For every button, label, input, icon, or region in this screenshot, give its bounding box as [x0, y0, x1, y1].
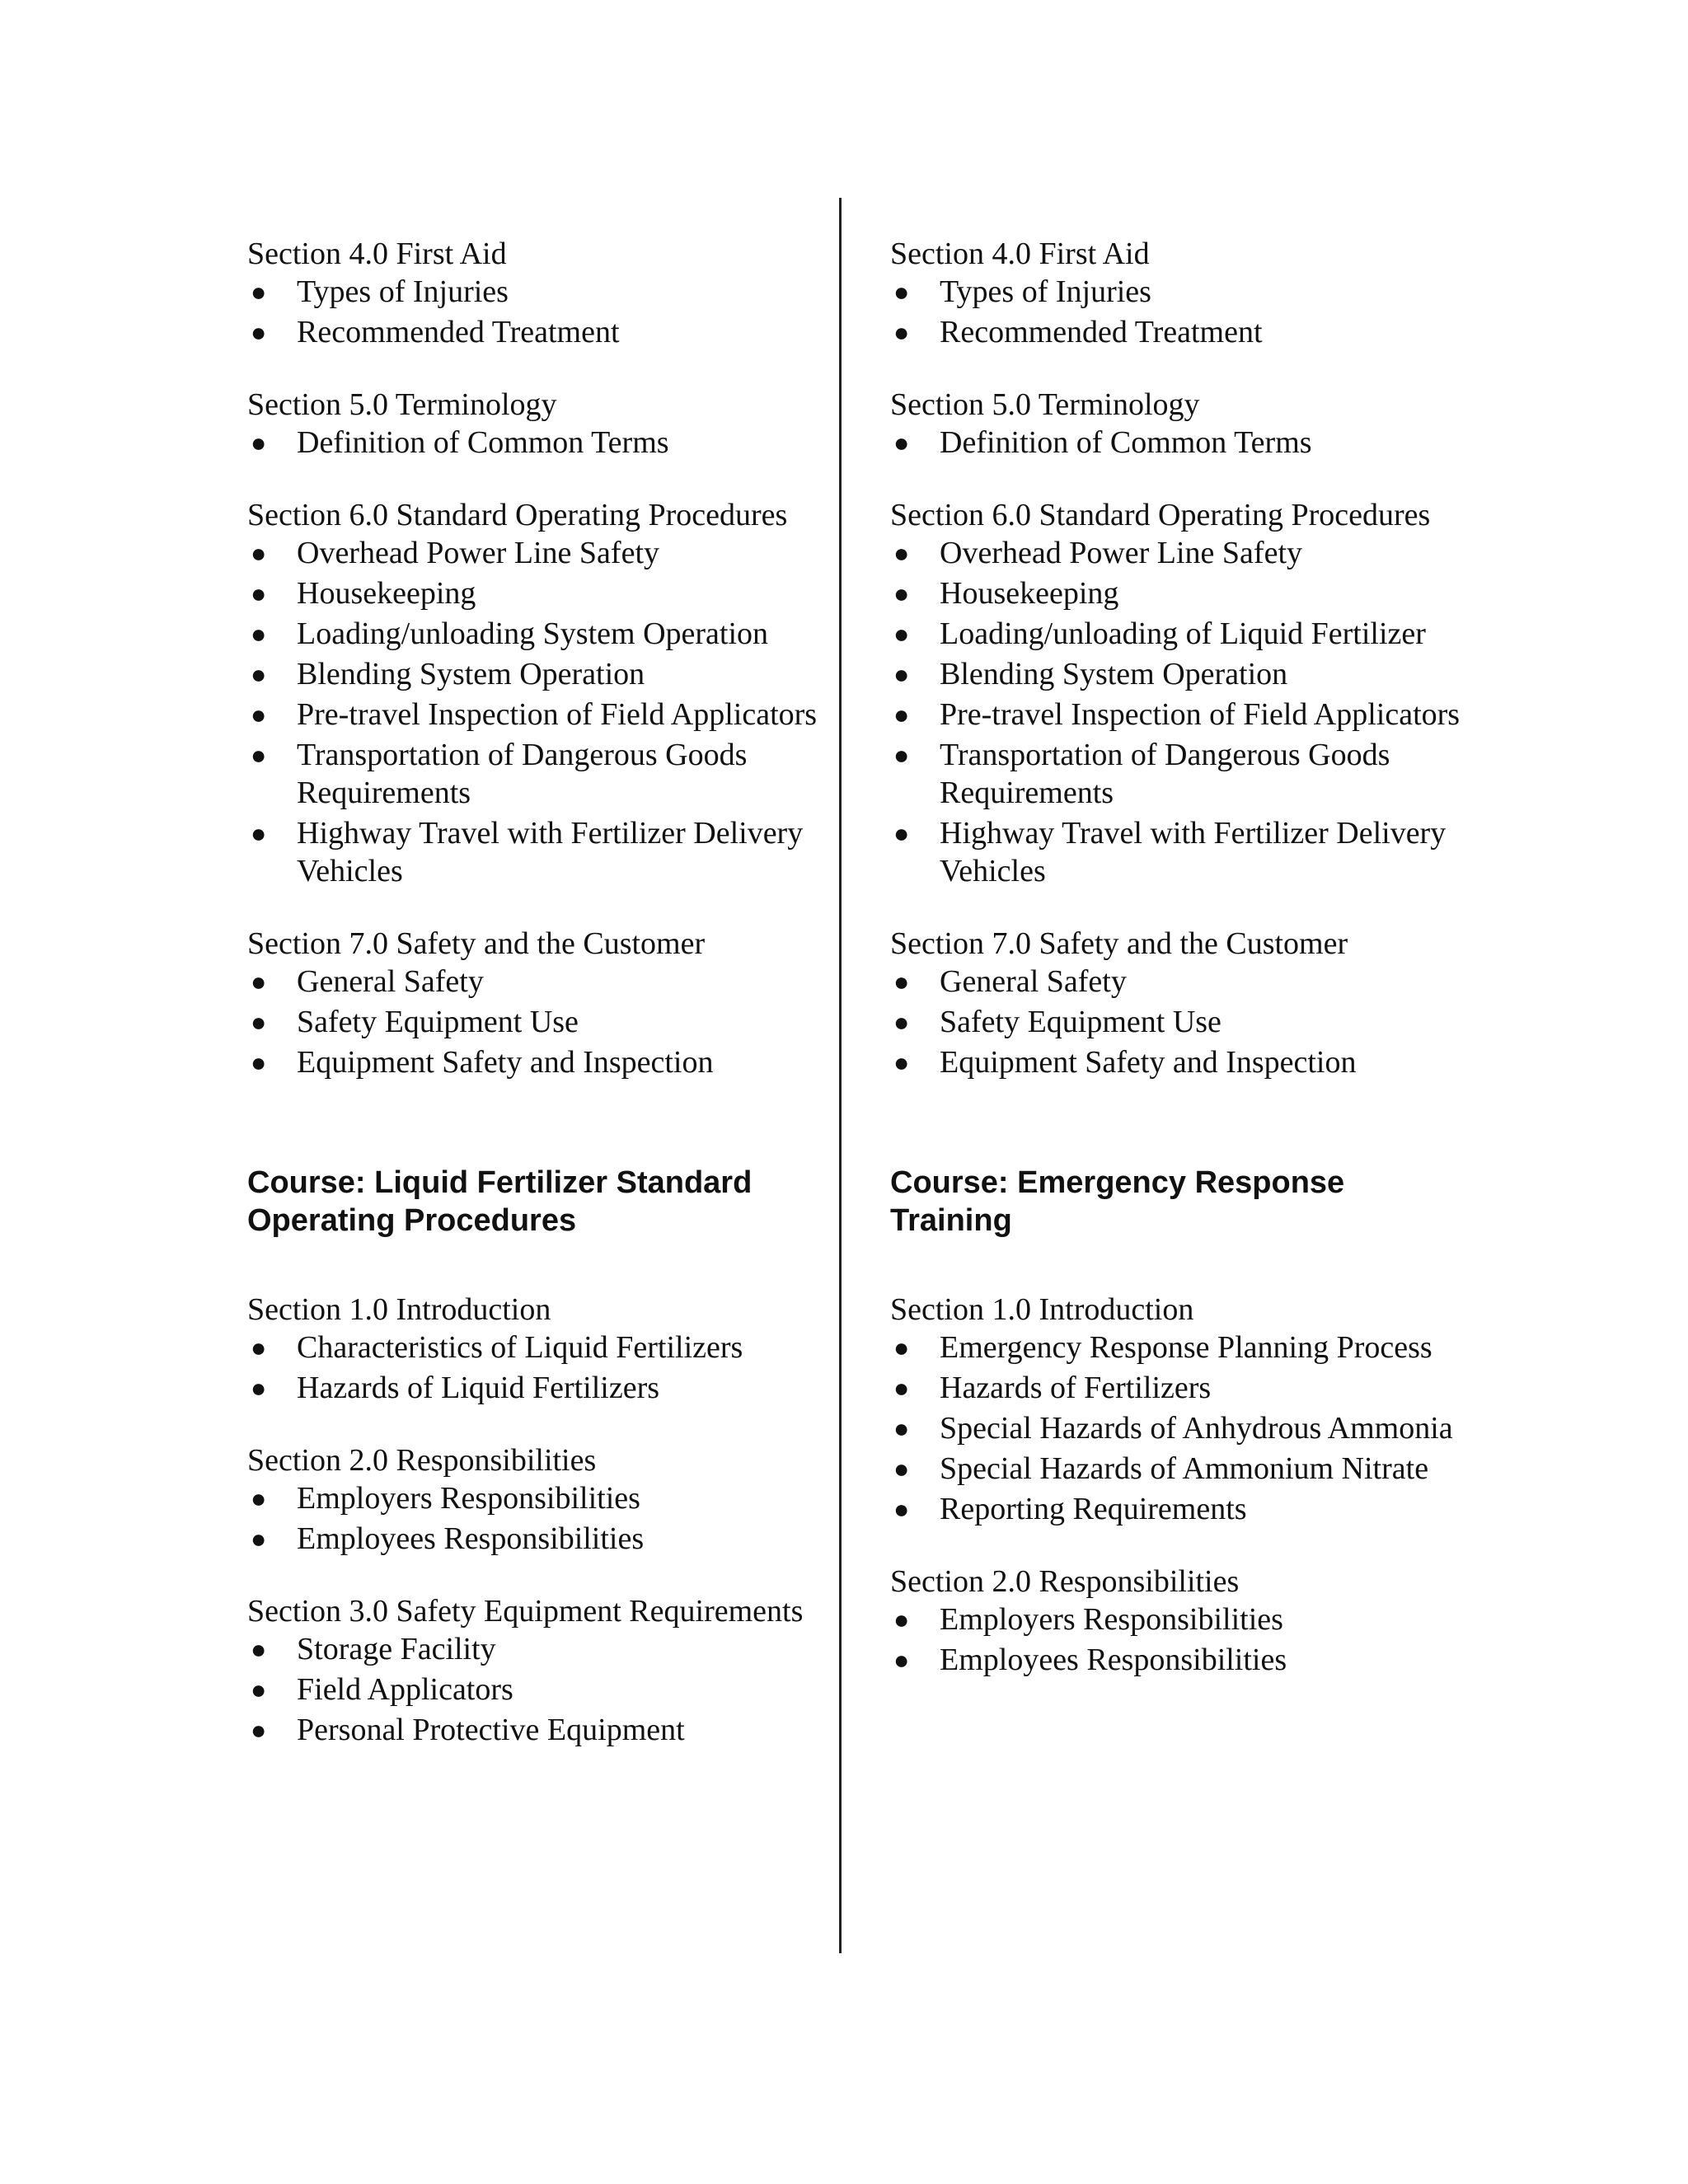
- section-item-list: [247, 1630, 824, 1749]
- bullet-icon: ●: [251, 1007, 267, 1037]
- list-item-text: Housekeeping: [940, 576, 1119, 611]
- list-item: [247, 1520, 824, 1558]
- list-item: [247, 655, 824, 693]
- list-item-text: Types of Injuries: [297, 274, 509, 309]
- list-item-text: Highway Travel with Fertilizer Delivery Vehicles: [940, 816, 1447, 888]
- outline-section: [890, 386, 1467, 462]
- list-item-text: Employees Responsibilities: [297, 1521, 645, 1556]
- list-item-text: Highway Travel with Fertilizer Delivery Vehicles: [297, 816, 804, 888]
- section-title: Section 7.0 Safety and the Customer: [890, 926, 1348, 961]
- list-item: [247, 814, 824, 890]
- right-course-block: [890, 1164, 1467, 1679]
- bullet-icon: ●: [251, 1634, 267, 1664]
- outline-section: [247, 1291, 824, 1407]
- bullet-icon: ●: [893, 277, 910, 307]
- list-item-text: Special Hazards of Anhydrous Ammonia: [940, 1411, 1453, 1446]
- list-item: [247, 1043, 824, 1081]
- list-item-text: Transportation of Dangerous Goods Requirements: [940, 738, 1390, 810]
- outline-section: [247, 925, 824, 1081]
- list-item-text: Safety Equipment Use: [940, 1005, 1221, 1039]
- list-item: [247, 1369, 824, 1407]
- bullet-icon: ●: [893, 1047, 910, 1077]
- bullet-icon: ●: [893, 967, 910, 996]
- course-title: Course: Liquid Fertilizer Standard Operating Procedures: [247, 1165, 753, 1238]
- list-item-text: Pre-travel Inspection of Field Applicators: [297, 697, 818, 732]
- list-item: [890, 1003, 1467, 1041]
- list-item-text: Loading/unloading of Liquid Fertilizer: [940, 616, 1426, 651]
- outline-section: [890, 1291, 1467, 1528]
- bullet-icon: ●: [893, 619, 910, 649]
- section-title: Section 6.0 Standard Operating Procedures: [890, 498, 1431, 532]
- bullet-icon: ●: [893, 1494, 910, 1524]
- bullet-icon: ●: [251, 1715, 267, 1745]
- list-item: [890, 1043, 1467, 1081]
- bullet-icon: ●: [893, 579, 910, 608]
- bullet-icon: ●: [893, 1413, 910, 1443]
- bullet-icon: ●: [893, 818, 910, 848]
- bullet-icon: ●: [893, 700, 910, 729]
- list-item-text: Blending System Operation: [940, 657, 1288, 691]
- list-item: [890, 615, 1467, 653]
- bullet-icon: ●: [251, 818, 267, 848]
- bullet-icon: ●: [251, 277, 267, 307]
- list-item: [890, 1369, 1467, 1407]
- bullet-icon: ●: [251, 1524, 267, 1554]
- list-item: [890, 696, 1467, 733]
- right-column: [890, 235, 1467, 1713]
- bullet-icon: ●: [251, 967, 267, 996]
- list-item: [247, 1711, 824, 1749]
- outline-section: [247, 1592, 824, 1749]
- list-item: [247, 963, 824, 1001]
- list-item-text: Employers Responsibilities: [297, 1481, 640, 1516]
- list-item-text: Transportation of Dangerous Goods Requirements: [297, 738, 748, 810]
- list-item-text: Overhead Power Line Safety: [297, 536, 660, 570]
- section-item-list: [890, 1601, 1467, 1679]
- bullet-icon: ●: [251, 1483, 267, 1513]
- section-item-list: [890, 1329, 1467, 1528]
- list-item: [247, 1479, 824, 1517]
- list-item: [890, 534, 1467, 572]
- outline-section: [247, 235, 824, 351]
- section-title: Section 2.0 Responsibilities: [890, 1564, 1240, 1599]
- outline-section: [890, 1563, 1467, 1679]
- list-item: [890, 1490, 1467, 1528]
- list-item-text: Personal Protective Equipment: [297, 1713, 685, 1747]
- list-item: [890, 1641, 1467, 1679]
- list-item-text: General Safety: [297, 964, 484, 999]
- list-item: [247, 696, 824, 733]
- list-item-text: Blending System Operation: [297, 657, 645, 691]
- list-item: [890, 963, 1467, 1001]
- right-top-sections: [890, 235, 1467, 1081]
- list-item-text: Recommended Treatment: [297, 315, 620, 349]
- bullet-icon: ●: [893, 659, 910, 689]
- bullet-icon: ●: [251, 538, 267, 568]
- bullet-icon: ●: [893, 1007, 910, 1037]
- bullet-icon: ●: [251, 317, 267, 347]
- bullet-icon: ●: [251, 1675, 267, 1704]
- list-item: [890, 574, 1467, 612]
- bullet-icon: ●: [251, 579, 267, 608]
- list-item: [247, 1671, 824, 1708]
- list-item-text: Hazards of Liquid Fertilizers: [297, 1371, 660, 1405]
- list-item: [247, 424, 824, 462]
- bullet-icon: ●: [893, 1645, 910, 1675]
- bullet-icon: ●: [893, 538, 910, 568]
- right-course-sections: [890, 1291, 1467, 1679]
- bullet-icon: ●: [251, 619, 267, 649]
- outline-section: [247, 496, 824, 890]
- list-item: [247, 1003, 824, 1041]
- list-item-text: Employees Responsibilities: [940, 1643, 1287, 1677]
- section-item-list: [890, 963, 1467, 1081]
- list-item-text: Pre-travel Inspection of Field Applicators: [940, 697, 1461, 732]
- list-item: [247, 1630, 824, 1668]
- section-title: Section 4.0 First Aid: [247, 237, 507, 271]
- list-item-text: Housekeeping: [297, 576, 476, 611]
- section-title: Section 3.0 Safety Equipment Requirements: [247, 1594, 804, 1629]
- bullet-icon: ●: [893, 428, 910, 457]
- left-course-block: [247, 1164, 824, 1749]
- bullet-icon: ●: [251, 700, 267, 729]
- bullet-icon: ●: [251, 740, 267, 770]
- section-item-list: [247, 963, 824, 1081]
- section-item-list: [247, 424, 824, 462]
- outline-section: [247, 1441, 824, 1558]
- list-item-text: Definition of Common Terms: [297, 425, 669, 460]
- outline-section: [890, 235, 1467, 351]
- list-item-text: General Safety: [940, 964, 1127, 999]
- list-item: [247, 574, 824, 612]
- list-item-text: Storage Facility: [297, 1632, 496, 1666]
- list-item-text: Types of Injuries: [940, 274, 1151, 309]
- section-item-list: [890, 534, 1467, 890]
- list-item-text: Equipment Safety and Inspection: [940, 1045, 1357, 1080]
- column-divider: [839, 198, 842, 1953]
- list-item-text: Emergency Response Planning Process: [940, 1330, 1432, 1365]
- section-item-list: [247, 534, 824, 890]
- bullet-icon: ●: [893, 317, 910, 347]
- bullet-icon: ●: [251, 1047, 267, 1077]
- bullet-icon: ●: [893, 1333, 910, 1362]
- list-item: [247, 273, 824, 311]
- list-item-text: Hazards of Fertilizers: [940, 1371, 1212, 1405]
- list-item-text: Overhead Power Line Safety: [940, 536, 1303, 570]
- course-title: Course: Emergency Response Training: [890, 1165, 1345, 1238]
- section-title: Section 2.0 Responsibilities: [247, 1443, 597, 1478]
- list-item: [890, 814, 1467, 890]
- section-title: Section 1.0 Introduction: [890, 1292, 1194, 1327]
- left-column: [247, 235, 824, 1783]
- bullet-icon: ●: [251, 659, 267, 689]
- list-item: [890, 736, 1467, 812]
- list-item: [890, 273, 1467, 311]
- bullet-icon: ●: [893, 1373, 910, 1403]
- bullet-icon: ●: [893, 1605, 910, 1634]
- list-item-text: Characteristics of Liquid Fertilizers: [297, 1330, 743, 1365]
- left-course-sections: [247, 1291, 824, 1749]
- list-item-text: Definition of Common Terms: [940, 425, 1312, 460]
- left-top-sections: [247, 235, 824, 1081]
- section-title: Section 7.0 Safety and the Customer: [247, 926, 706, 961]
- section-item-list: [247, 1479, 824, 1558]
- list-item: [890, 1409, 1467, 1447]
- list-item-text: Recommended Treatment: [940, 315, 1263, 349]
- list-item-text: Safety Equipment Use: [297, 1005, 579, 1039]
- outline-section: [247, 386, 824, 462]
- section-item-list: [890, 273, 1467, 351]
- list-item: [247, 615, 824, 653]
- bullet-icon: ●: [251, 1373, 267, 1403]
- section-item-list: [247, 273, 824, 351]
- bullet-icon: ●: [251, 428, 267, 457]
- list-item: [247, 736, 824, 812]
- list-item: [890, 655, 1467, 693]
- list-item-text: Employers Responsibilities: [940, 1602, 1283, 1637]
- list-item-text: Loading/unloading System Operation: [297, 616, 769, 651]
- section-title: Section 4.0 First Aid: [890, 237, 1150, 271]
- section-item-list: [890, 424, 1467, 462]
- outline-section: [890, 496, 1467, 890]
- section-item-list: [247, 1329, 824, 1407]
- list-item: [890, 313, 1467, 351]
- list-item: [247, 534, 824, 572]
- bullet-icon: ●: [893, 1454, 910, 1483]
- list-item: [247, 1329, 824, 1366]
- bullet-icon: ●: [251, 1333, 267, 1362]
- list-item: [890, 1450, 1467, 1488]
- bullet-icon: ●: [893, 740, 910, 770]
- list-item-text: Field Applicators: [297, 1672, 513, 1707]
- section-title: Section 6.0 Standard Operating Procedures: [247, 498, 788, 532]
- list-item-text: Equipment Safety and Inspection: [297, 1045, 714, 1080]
- list-item: [890, 1329, 1467, 1366]
- list-item: [890, 1601, 1467, 1638]
- section-title: Section 5.0 Terminology: [247, 387, 557, 422]
- section-title: Section 5.0 Terminology: [890, 387, 1200, 422]
- section-title: Section 1.0 Introduction: [247, 1292, 551, 1327]
- list-item: [247, 313, 824, 351]
- list-item: [890, 424, 1467, 462]
- list-item-text: Special Hazards of Ammonium Nitrate: [940, 1451, 1429, 1486]
- outline-section: [890, 925, 1467, 1081]
- list-item-text: Reporting Requirements: [940, 1492, 1247, 1526]
